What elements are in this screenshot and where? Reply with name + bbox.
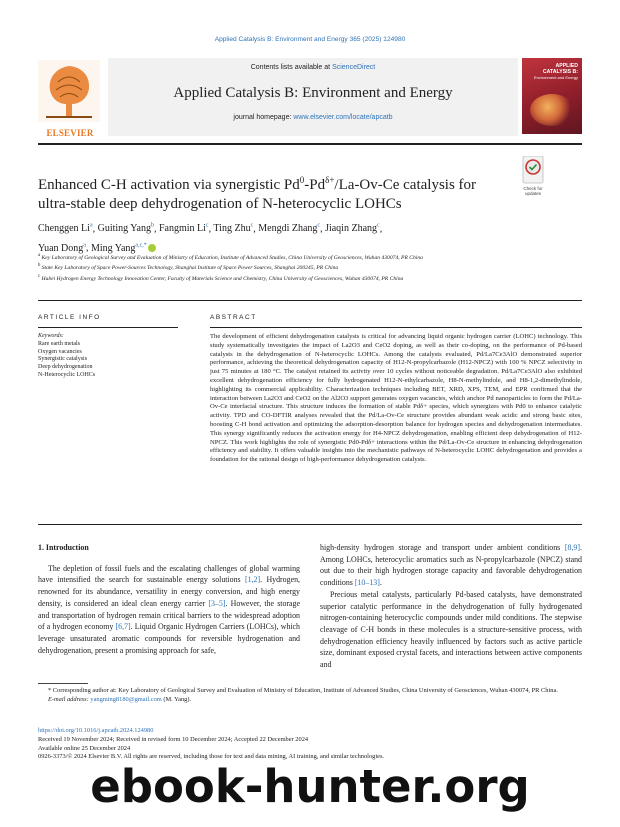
cover-title-line-3: Environment and Energy: [533, 75, 578, 80]
text-run: . Liquid Organic Hydrogen Carriers (LOHCs), which leverage unsaturated aromatic compounds for reversible hydrogenation and dehydrogenation, present a promising approach for safe,: [38, 622, 300, 655]
journal-cover-thumbnail[interactable]: [522, 58, 582, 134]
keyword: Rare earth metals: [38, 340, 80, 347]
masthead-center: [108, 58, 518, 136]
author-name: Ting Zhu: [213, 223, 251, 235]
author[interactable]: [325, 223, 380, 234]
author-name: Fangmin Li: [158, 223, 206, 235]
cover-art: [530, 94, 574, 126]
author[interactable]: [159, 223, 209, 234]
watermark-text: ebook-hunter.org: [90, 760, 530, 813]
abstract-text: The development of efficient dehydrogenation catalysts is critical for advancing liquid organic hydrogen carrier (LOHC) technology. This study systematically investigates the impact of La2O3 and CeO2 doping, as well as their co-doping, on the performance of Pd-based catalysts in the dehydrogenation of N-heterocyclic LOHCs. Among the catalysts evaluated, Pd/La7Ce3AlO demonstrated superior performance, achieving the theoretical dehydrogenation capacity of H12-N-propylcarbazole (H12-NPCZ) with 100 % NPCZ selectivity in just 75 minutes at 180 °C. The catalyst retained its activity over 10 cycles without noticeable degradation. Pd/La7Ce3AlO also exhibited excellent dehydrogenation efficiency for fully hydrogenated H12-N-ethylcarbazole, H8-N-methylindole, and H8-1,2-dimethylindole, highlighting its commercial applicability. Characterization techniques including BET, XRD, XPS, TEM, and EPR confirmed that the interaction between La2O3 and CeO2 on the Al2O3 support generates oxygen vacancies, which anchor Pd nanoparticles to form the Pd/La-Ov-Ce interfacial structure. This structure induces the formation of stable Pdδ+ species, which synergizes with Pd0 to enhance catalytic activity. TPD and CO-DFTIR analyses revealed that the Pd/La-Ov-Ce structure provides abundant weak acidic and strong basic sites, boosting C-H bond activation and optimizing the adsorption-desorption balance for hydrogen species and dehydrogenation intermediates. This synergy significantly reduces the activation energy for H4-NPCZ dehydrogenation, enabling efficient deep dehydrogenation of H12-NPCZ. This work highlights the role of synergistic Pd0-Pdδ+ interactions within the Pd/La-Ov-Ce structure in enhancing dehydrogenation efficiency and stability. It offers valuable insights into the mechanistic pathways of N-heterocyclic LOHC dehydrogenation and provides a foundation for the rational design of high-performance dehydrogenation catalysts.: [210, 333, 582, 464]
abstract-bottom-rule: [38, 524, 582, 525]
title-part-3: /La-Ov-Ce catalysis for: [334, 177, 477, 193]
author-affil-sup[interactable]: a: [83, 242, 86, 249]
masthead: [38, 58, 582, 136]
author-name: Guiting Yang: [97, 223, 151, 235]
body-column-left: [38, 542, 300, 656]
citation-link[interactable]: [1,2]: [245, 575, 261, 585]
text-run: . Among LOHCs, heterocyclic aromatics such as N-propylcarbazole (NPCZ) stand out due to their high hydrogen storage capacity and favorable dehydrogenation conditions: [320, 543, 582, 588]
citation-link[interactable]: [10–13]: [354, 578, 380, 588]
intro-paragraph-1-cont: [320, 542, 582, 589]
footnote-rule: [38, 683, 88, 684]
author-affil-sup[interactable]: a,c,*: [135, 242, 147, 249]
title-part-1: Enhanced C-H activation via synergistic Pd: [38, 177, 300, 193]
keyword: Deep dehydrogenation: [38, 364, 93, 371]
title-line-2: ultra-stable deep dehydrogenation of N-heterocyclic LOHCs: [38, 196, 402, 212]
affil-sup: c: [38, 273, 41, 279]
cover-title: [526, 63, 578, 81]
affil-rule: [38, 300, 582, 301]
email-line: [38, 696, 582, 705]
keyword: Synergistic catalysis: [38, 356, 88, 363]
title-part-2: -Pd: [304, 177, 326, 193]
article-title: [38, 171, 508, 214]
abstract-heading: ABSTRACT: [210, 314, 257, 321]
publisher-name: ELSEVIER: [46, 128, 94, 138]
author-name: Ming Yang: [90, 242, 136, 254]
homepage-prefix: journal homepage:: [233, 114, 294, 121]
author-name: Jiaqin Zhang: [325, 223, 378, 235]
author-list: Chenggen Li$^a$, Guiting Yang$^b$, Fangmin Li$^c$, Ting Zhu$^c$, Mengdi Zhang$^c$, Jiaqin Zhang$^c$, Yuan Dong$^a$, Ming Yang$^{a,c,*}$: [38, 223, 383, 254]
text-run: .: [379, 578, 382, 588]
author[interactable]: [258, 223, 320, 234]
title-sup-1: 0: [299, 175, 305, 185]
sciencedirect-link[interactable]: ScienceDirect: [332, 64, 376, 71]
publication-info: [38, 727, 582, 762]
author-affil-sup[interactable]: c: [317, 223, 321, 229]
text-run: . However, the storage and transportation of hydrogen remain critical barriers to the widespread adoption of a hydrogen economy: [38, 598, 300, 632]
affil-text: Key Laboratory of Geological Survey and Evaluation of Ministry of Education, Institute of Advanced Studies, China University of Geosciences, Wuhan 430074, PR China: [41, 254, 423, 261]
author-affil-sup[interactable]: c: [205, 223, 209, 229]
author[interactable]: [213, 223, 253, 234]
keywords-block: [38, 333, 178, 380]
citation-link[interactable]: [6,7]: [115, 622, 131, 632]
affil-text: State Key Laboratory of Space Power-Sources Technology, Shanghai Institute of Space Power Sources, Shanghai 200245, PR China: [41, 265, 339, 272]
article-info-heading: ARTICLE INFO: [38, 314, 101, 321]
body-column-right: [320, 542, 582, 671]
affiliation-b: [38, 262, 538, 272]
email-label: E-mail address:: [48, 695, 91, 703]
masthead-rule: [38, 143, 582, 145]
journal-name: Applied Catalysis B: Environment and Energy: [173, 85, 453, 101]
affiliation-a: [38, 252, 538, 262]
received-dates: Received 19 November 2024; Received in revised form 10 December 2024; Accepted 22 December 2024: [38, 735, 309, 743]
cover-title-line-1: APPLIED: [555, 63, 578, 69]
author-name: Mengdi Zhang: [258, 223, 318, 235]
check-for-updates-label[interactable]: [514, 186, 552, 196]
email-suffix: (M. Yang).: [161, 695, 192, 703]
keyword: N-Heterocyclic LOHCs: [38, 371, 96, 378]
check-label-line-1: Check for: [523, 186, 543, 191]
author[interactable]: [38, 223, 93, 234]
author-affil-sup[interactable]: b: [150, 223, 154, 229]
journal-homepage-link[interactable]: www.elsevier.com/locate/apcatb: [293, 114, 393, 121]
keywords-label: Keywords:: [38, 333, 64, 339]
intro-paragraph-1: [38, 563, 300, 657]
citation-link[interactable]: [8,9]: [564, 543, 581, 552]
title-sup-2: δ+: [325, 175, 335, 185]
author-name: Yuan Dong: [38, 242, 84, 254]
keyword: Oxygen vacancies: [38, 348, 82, 355]
elsevier-tree-logo: [38, 60, 100, 134]
text-run: high-density hydrogen storage and transport under ambient conditions: [320, 543, 565, 552]
journal-citation-header[interactable]: Applied Catalysis B: Environment and Energy 365 (2025) 124980: [214, 36, 406, 43]
author-affil-sup[interactable]: a: [89, 223, 93, 229]
abstract-body: [210, 333, 582, 465]
affiliation-c: [38, 273, 538, 283]
doi-link[interactable]: https://doi.org/10.1016/j.apcatb.2024.124980: [38, 727, 154, 734]
footnote-text: * Corresponding author at: Key Laboratory of Geological Survey and Evaluation of Ministry of Education, Institute of Advanced Studies, China University of Geosciences, Wuhan 430074, PR China.: [48, 687, 558, 694]
homepage-line: [108, 114, 518, 121]
affil-sup: b: [38, 263, 41, 269]
intro-paragraph-2: Precious metal catalysts, particularly Pd-based catalysts, have demonstrated superior catalytic performance in the dehydrogenation of fully hydrogenated nitrogen-containing heterocyclic compounds under mild conditions. The stepwise cleavage of C-H bonds in these molecules is a structure-sensitive process, with dehydrogenation efficiency heavily influenced by factors such as active particle size, dominant exposed crystal facets, and interactions between active components and: [320, 589, 582, 670]
check-for-updates-icon[interactable]: [521, 156, 545, 186]
corresponding-author-footnote: [38, 687, 582, 704]
check-label-line-2: updates: [524, 191, 541, 196]
citation-link[interactable]: [3–5]: [208, 598, 226, 608]
contents-prefix: Contents lists available at: [250, 64, 333, 71]
affil-text: Hubei Hydrogen Energy Technology Innovation Center, Faculty of Materials Science and Chemistry, China University of Geosciences, Wuhan 430074, PR China: [41, 275, 404, 282]
online-date: Available online 25 December 2024: [38, 744, 131, 752]
affiliations: [38, 252, 538, 283]
text-run: The depletion of fossil fuels and the escalating challenges of global warming have intensified the search for sustainable energy solutions: [38, 563, 300, 585]
cover-title-line-2: CATALYSIS B:: [542, 69, 578, 75]
author-name: Chenggen Li: [38, 223, 90, 235]
abstract-rule: [210, 327, 582, 328]
email-link[interactable]: yangming8180@gmail.com: [90, 695, 162, 703]
contents-line: [108, 64, 518, 71]
author-affil-sup[interactable]: c: [377, 223, 380, 229]
affil-sup: a: [38, 253, 41, 258]
article-info-rule: [38, 327, 178, 328]
copyright-line: 0926-3373/© 2024 Elsevier B.V. All rights are reserved, including those for text and data mining, AI training, and similar technologies.: [38, 753, 385, 761]
section-heading: 1. Introduction: [38, 543, 89, 552]
author-affil-sup[interactable]: c: [250, 223, 254, 229]
author[interactable]: [98, 223, 154, 234]
text-run: . Hydrogen, renowned for its abundance, versatility in energy conversion, and high energy density, is considered an ideal clean energy carrier: [38, 575, 300, 608]
